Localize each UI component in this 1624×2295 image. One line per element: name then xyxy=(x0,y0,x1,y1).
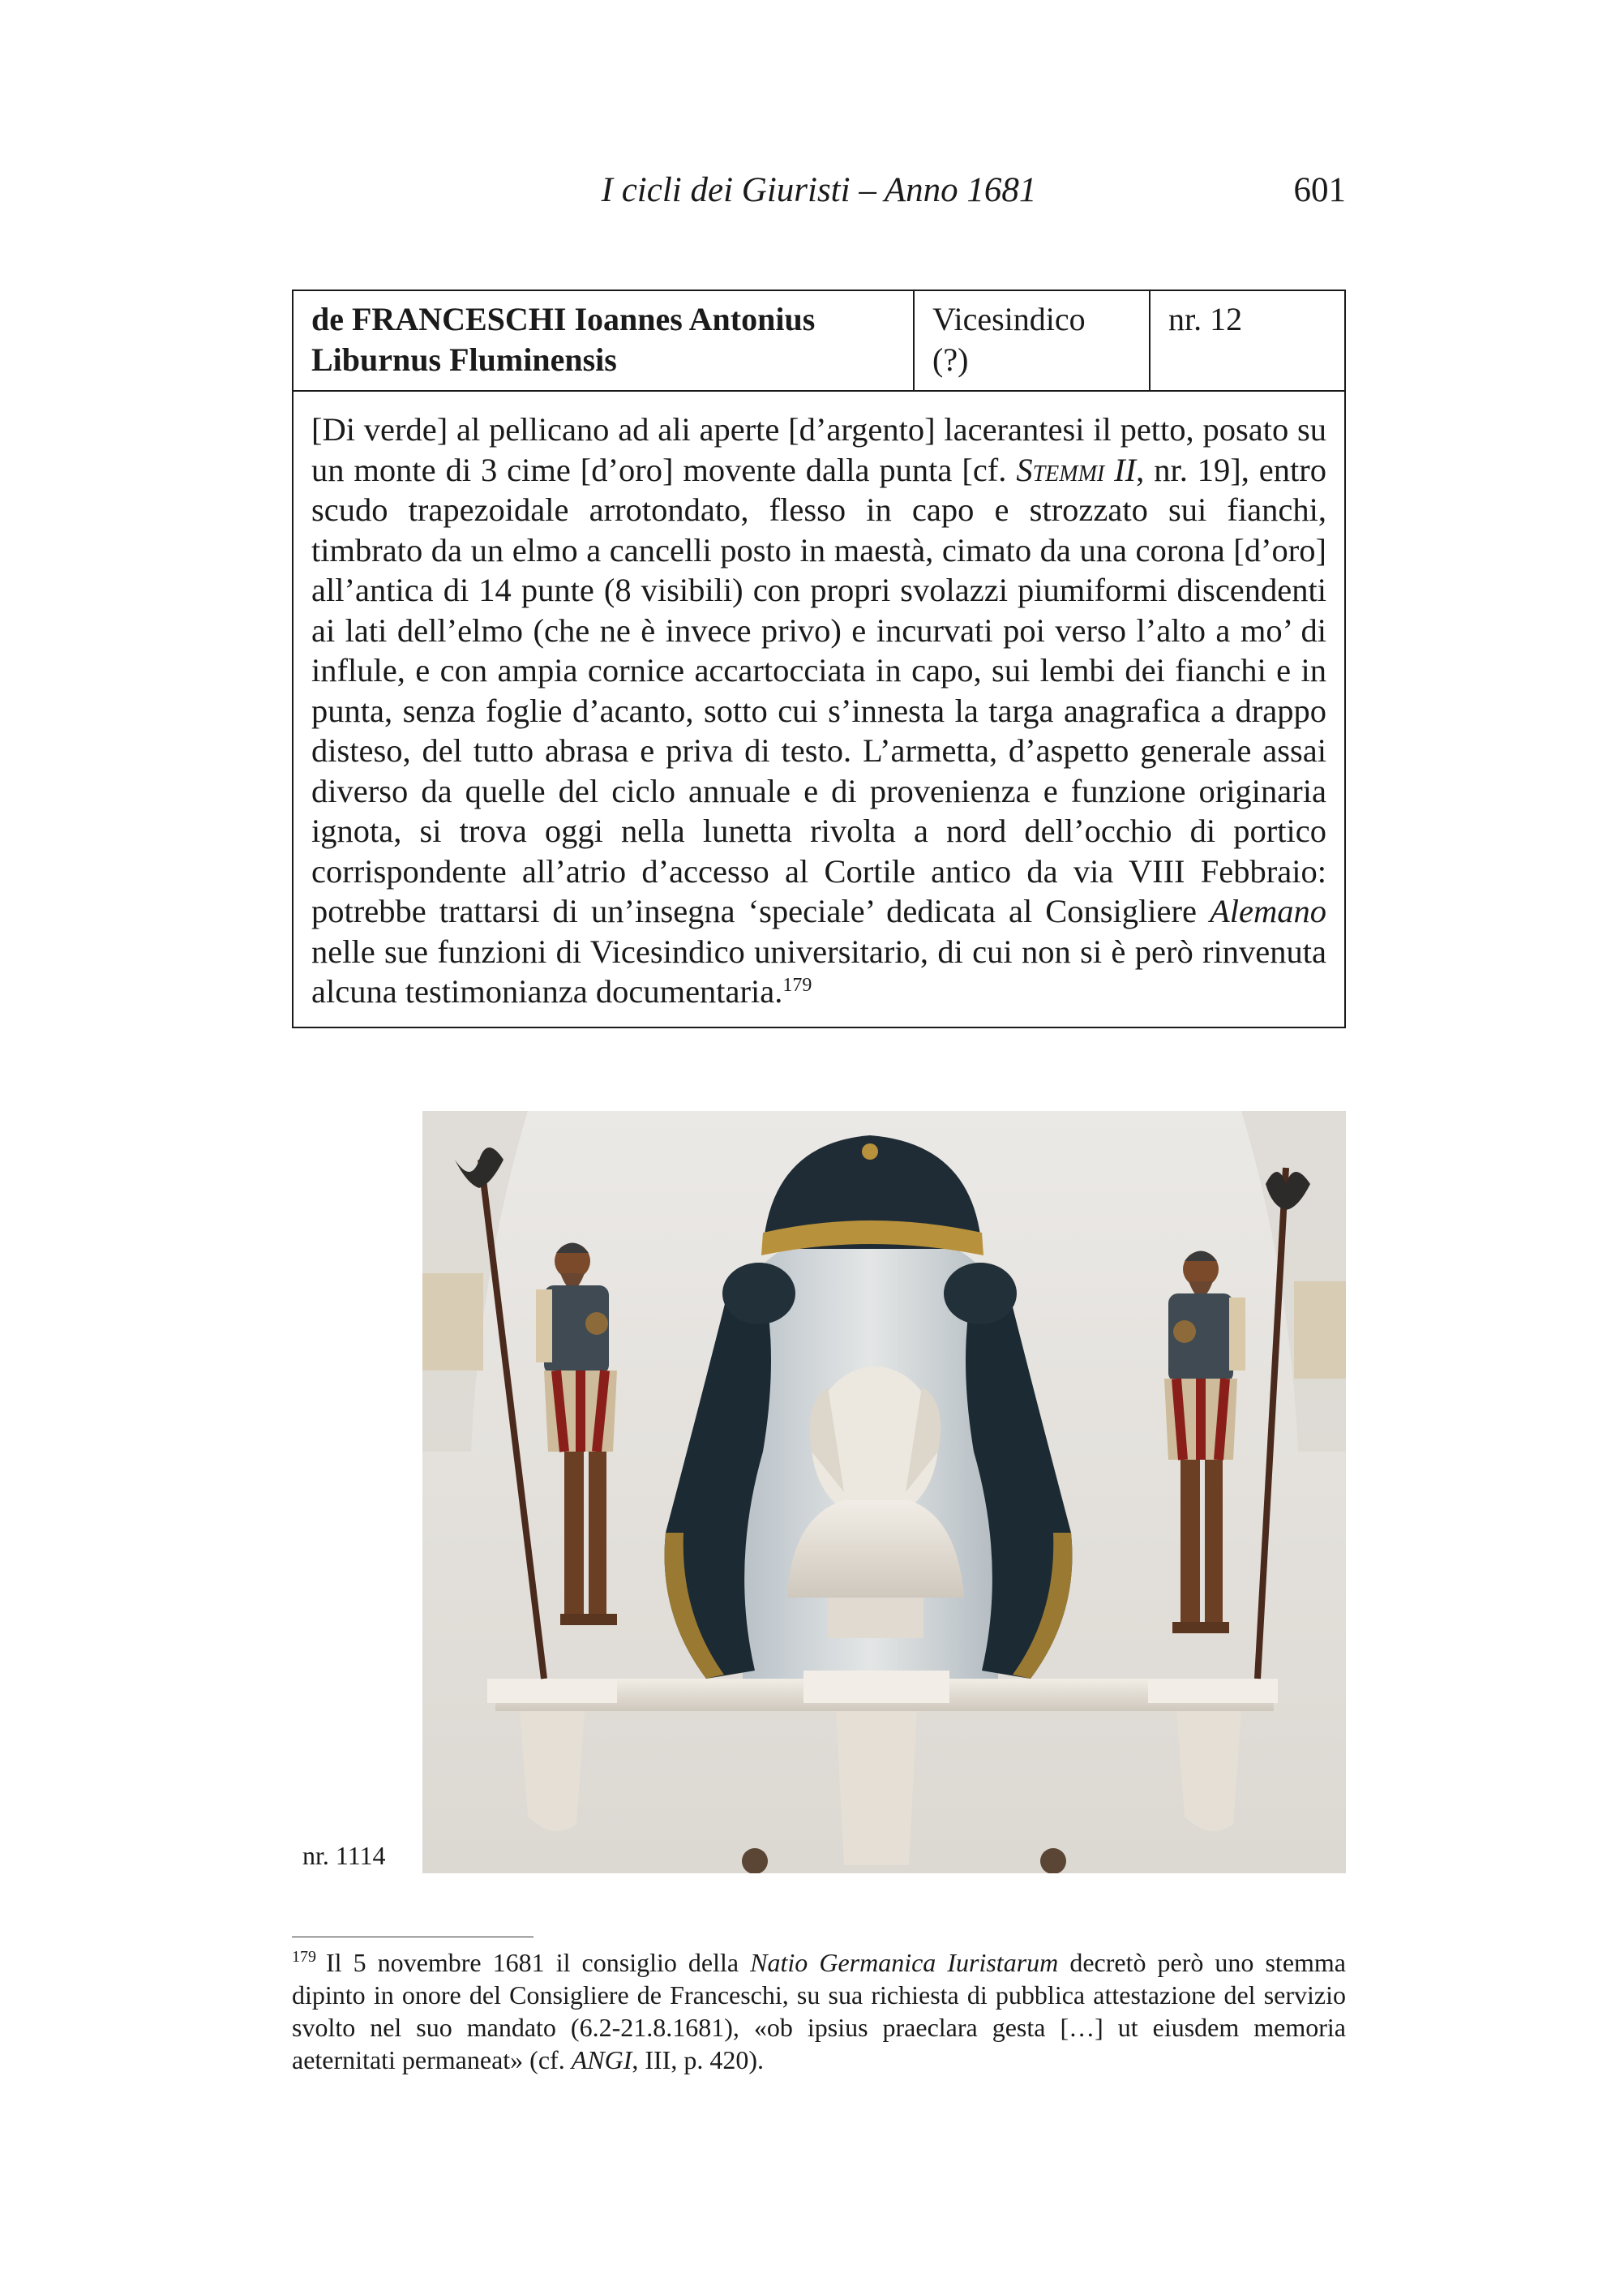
entry-role-line1: Vicesindico xyxy=(932,301,1086,337)
description-text-3: nelle sue funzioni di Vicesindico universitario, di cui non si è però rinvenuta alcuna testimonianza documentaria. xyxy=(311,933,1326,1010)
entry-description-row xyxy=(293,391,1345,1027)
entry-role-line2: (?) xyxy=(932,341,969,378)
entry-description xyxy=(293,391,1345,1027)
figure-caption: nr. 1114 xyxy=(302,1841,386,1870)
footnote-text-3: , III, p. 420). xyxy=(632,2045,764,2074)
footnote-text-1: Il 5 novembre 1681 il consiglio della xyxy=(326,1948,751,1977)
running-head xyxy=(292,170,1346,219)
alemano-word: Alemano xyxy=(1210,893,1326,929)
footnote-reference: 179 xyxy=(782,975,812,996)
footnote-number: 179 xyxy=(292,1948,316,1966)
monument-illustration xyxy=(422,1111,1346,1873)
monument-photo xyxy=(422,1111,1346,1873)
footnote-text-2: decretò però uno stemma dipinto in onore del Consigliere de Franceschi, su sua richiesta di pubblica attestazione del servizio svolto nel suo mandato (6.2-21.8.1681), «ob ipsius praeclara gesta […] ut eiusdem memoria aeternitati permaneat» (cf. xyxy=(292,1948,1347,2074)
entry-name-line1: de FRANCESCHI Ioannes Antonius xyxy=(311,301,816,337)
description-text-2: , nr. 19], entro scudo trapezoidale arrotondato, flesso in capo e strozzato sui fianchi, timbrato da un elmo a cancelli posto in maestà, cimato da una corona [d’oro] all’antica di 14 punte (8 visibili) con propri svolazzi piumiformi discendenti ai lati dell’elmo (che ne è invece privo) e incurvati poi verso l’alto a mo’ di influle, e con ampia cornice accartocciata in capo, sui lembi dei fianchi e in punta, senza foglie d’acanto, sotto cui s’innesta la targa anagrafica a drappo disteso, del tutto abrasa e priva di testo. L’armetta, d’aspetto generale assai diverso da quelle del ciclo annuale e di provenienza e funzione originaria ignota, si trova oggi nella lunetta rivolta a nord dell’occhio di portico corrispondente all’atrio d’accesso al Cortile antico da via VIII Febbraio: potrebbe trattarsi di un’insegna ‘speciale’ dedicata al Consigliere xyxy=(311,451,1326,929)
stemmi-reference: Stemmi II xyxy=(1016,451,1137,488)
footnote-179 xyxy=(292,1946,1346,2076)
description-text-1: [Di verde] al pellicano ad ali aperte [d’argento] lacerantesi il petto, posato su un monte di 3 cime [d’oro] movente dalla punta [cf. xyxy=(311,411,1326,488)
entry-header-row xyxy=(293,290,1345,391)
running-head-title: I cicli dei Giuristi – Anno 1681 xyxy=(601,171,1037,209)
entry-table xyxy=(292,290,1346,1028)
entry-name-cell xyxy=(293,290,914,391)
entry-role-cell xyxy=(914,290,1150,391)
footnote-angi: ANGI xyxy=(571,2045,632,2074)
footnote-natio: Natio Germanica Iuristarum xyxy=(750,1948,1059,1977)
entry-number-cell xyxy=(1150,290,1345,391)
page-number: 601 xyxy=(1293,171,1346,209)
entry-number: nr. 12 xyxy=(1168,301,1243,337)
entry-name-line2: Liburnus Fluminensis xyxy=(311,341,617,378)
